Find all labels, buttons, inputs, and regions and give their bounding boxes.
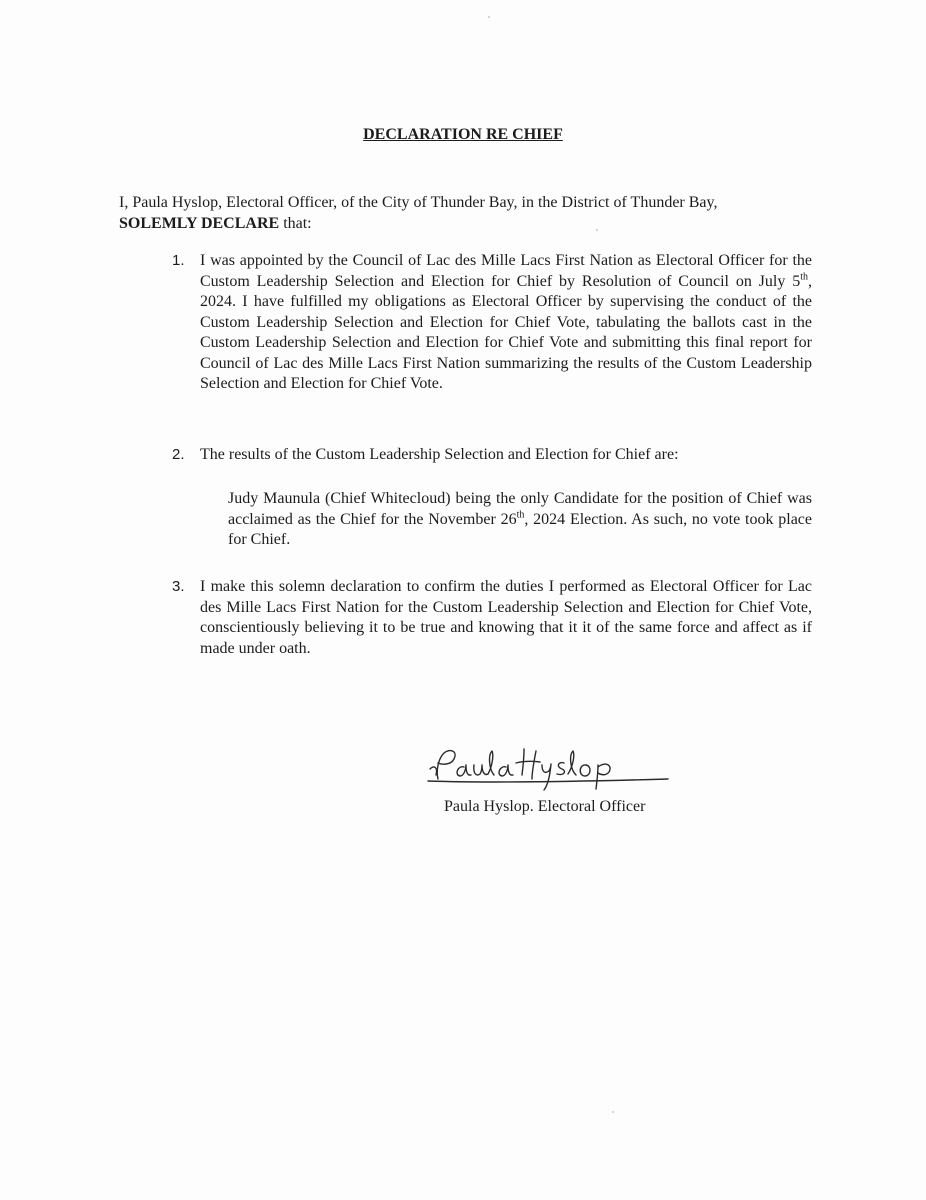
handwritten-signature [424,745,674,791]
intro-suffix: that: [283,214,312,232]
intro-paragraph [119,193,812,234]
scan-speck [596,229,598,231]
document-title: DECLARATION RE CHIEF [363,126,563,143]
item-number: 1. [172,252,185,269]
list-item-3 [172,577,812,659]
item-number: 3. [172,578,185,595]
results-paragraph: Judy Maunula (Chief Whitecloud) being the only Candidate for the position of Chief was acclaimed as the Chief for the November 26th, 2024 Election. As such, no vote took place for Chief. [228,490,813,548]
scan-speck [612,1111,614,1113]
item-text: I was appointed by the Council of Lac des Mille Lacs First Nation as Electoral Officer for the Custom Leadership Selection and Election for Chief by Resolution of Council on July 5th, 2024. I have fulfilled my obligations as Electoral Officer by supervising the conduct of the Custom Leadership Selection and Election for Chief Vote, tabulating the ballots cast in the Custom Leadership Selection and Election for Chief Vote and submitting this final report for Council of Lac des Mille Lacs First Nation summarizing the results of the Custom Leadership Selection and Election for Chief Vote. [200,252,812,392]
intro-text: I, Paula Hyslop, Electoral Officer, of the City of Thunder Bay, in the District of Thunder Bay, [119,194,718,211]
list-item-1 [172,251,812,395]
item-number: 2. [172,446,185,463]
scan-speck [488,16,490,18]
signatory-name: Paula Hyslop. Electoral Officer [444,798,646,815]
item-text: I make this solemn declaration to confirm the duties I performed as Electoral Officer for Lac des Mille Lacs First Nation for the Custom Leadership Selection and Election for Chief Vote, conscientiously believing it to be true and knowing that it it of the same force and affect as if made under oath. [200,578,812,657]
list-item-2 [172,445,812,466]
item-text: The results of the Custom Leadership Selection and Election for Chief are: [200,446,679,463]
intro-emphasis: SOLEMLY DECLARE [119,214,280,232]
